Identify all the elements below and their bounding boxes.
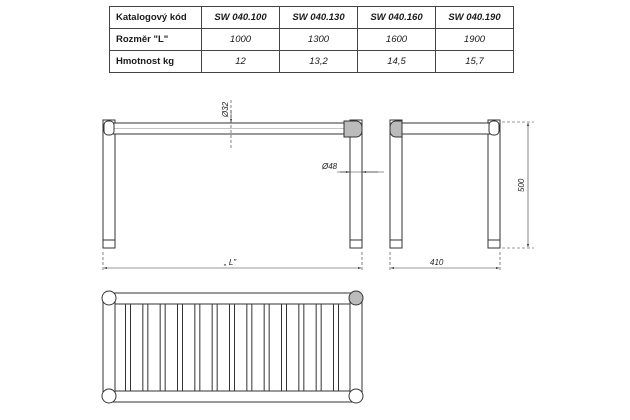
code-cell: SW 040.190 (436, 7, 514, 29)
slat (230, 304, 235, 391)
code-cell: SW 040.130 (280, 7, 358, 29)
tube-diameter-label: Ø32 (221, 101, 230, 117)
depth-label: 410 (430, 258, 444, 267)
slat (247, 304, 252, 391)
side-view (390, 120, 500, 248)
value-cell: 12 (202, 51, 280, 73)
top-view-rear-rail (112, 293, 352, 304)
slat (212, 304, 217, 391)
corner-joint-tr (349, 291, 363, 305)
value-cell: 1300 (280, 29, 358, 51)
slat (126, 304, 131, 391)
value-cell: 14,5 (358, 51, 436, 73)
slat (299, 304, 304, 391)
side-left-joint (390, 121, 402, 137)
side-rail (400, 123, 490, 134)
value-cell: 1600 (358, 29, 436, 51)
side-left-leg (390, 120, 402, 248)
slat (264, 304, 269, 391)
corner-joint-br (349, 389, 363, 403)
top-view (102, 291, 363, 403)
corner-joint-bl (102, 389, 116, 403)
slat (178, 304, 183, 391)
slat (160, 304, 165, 391)
row-label: Hmotnost kg (110, 51, 202, 73)
row-label: Rozměr "L" (110, 29, 202, 51)
slat (143, 304, 148, 391)
code-cell: SW 040.160 (358, 7, 436, 29)
left-joint (104, 121, 114, 135)
side-right-leg (488, 120, 500, 248)
header-label: Katalogový kód (110, 7, 202, 29)
front-view (103, 120, 362, 248)
length-label: „ L” (224, 258, 236, 267)
value-cell: 13,2 (280, 51, 358, 73)
length-dimension (103, 252, 362, 272)
value-cell: 15,7 (436, 51, 514, 73)
corner-joint-tl (102, 291, 116, 305)
height-label: 500 (517, 178, 526, 192)
top-view-front-rail (112, 391, 352, 402)
top-view-left-rail (103, 298, 115, 396)
left-leg (103, 120, 115, 248)
right-leg (350, 120, 362, 248)
slats (126, 304, 339, 391)
top-view-right-rail (350, 298, 362, 396)
slat (334, 304, 339, 391)
right-joint (344, 121, 362, 137)
height-dimension (502, 122, 534, 248)
side-right-joint (489, 121, 499, 135)
leg-diameter-label: Ø48 (322, 162, 338, 171)
value-cell: 1000 (202, 29, 280, 51)
slat (195, 304, 200, 391)
depth-dimension (390, 252, 500, 272)
value-cell: 1900 (436, 29, 514, 51)
code-cell: SW 040.100 (202, 7, 280, 29)
slat (282, 304, 287, 391)
slat (316, 304, 321, 391)
